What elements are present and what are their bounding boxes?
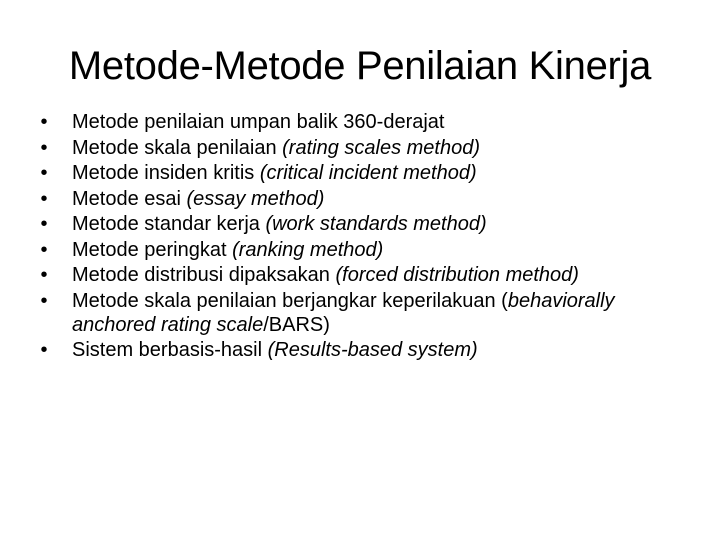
item-italic-text: (ranking method): [232, 238, 384, 261]
list-item: [36, 212, 686, 236]
item-text: Metode standar kerja: [72, 213, 266, 235]
bullet-icon: •: [40, 238, 48, 261]
bullet-icon: •: [40, 111, 48, 133]
bullet-icon: •: [40, 162, 48, 184]
item-italic-text: (forced distribution method): [335, 264, 579, 286]
item-italic-text: (essay method): [186, 187, 325, 210]
list-item: [36, 110, 686, 134]
item-italic-text: (rating scales method): [282, 136, 481, 159]
item-text: Metode penilaian umpan balik 360-derajat: [72, 111, 445, 133]
bullet-icon: •: [40, 339, 48, 361]
item-text: Metode esai: [72, 187, 187, 210]
item-text: Metode distribusi dipaksakan: [72, 264, 336, 286]
item-italic-text: (work standards method): [265, 213, 487, 235]
list-item: [36, 238, 686, 262]
item-text: Sistem berbasis-hasil: [72, 339, 268, 361]
bullet-icon: •: [40, 136, 48, 159]
item-italic-text: (Results-based system): [267, 339, 478, 361]
item-text: Metode skala penilaian berjangkar keperilakuan (: [72, 289, 508, 312]
list-item: [36, 161, 686, 185]
item-italic-text: (critical incident method): [259, 162, 477, 184]
list-item: [36, 263, 686, 287]
bullet-icon: •: [40, 264, 48, 286]
item-text: Metode skala penilaian: [72, 136, 283, 159]
list-item: [36, 289, 686, 337]
list-item: [36, 338, 686, 362]
bullet-icon: •: [40, 187, 48, 210]
bullet-icon: •: [40, 289, 48, 312]
item-text: Metode peringkat: [72, 238, 233, 261]
item-text: Metode insiden kritis: [72, 162, 260, 184]
bullet-list: [36, 110, 686, 364]
item-after-text: /BARS): [263, 313, 330, 336]
list-item: [36, 187, 686, 211]
list-item: [36, 136, 686, 160]
bullet-icon: •: [40, 213, 48, 235]
slide-title: Metode-Metode Penilaian Kinerja: [68, 44, 652, 88]
item-italic-text: behaviorally anchored rating scale: [72, 289, 615, 336]
